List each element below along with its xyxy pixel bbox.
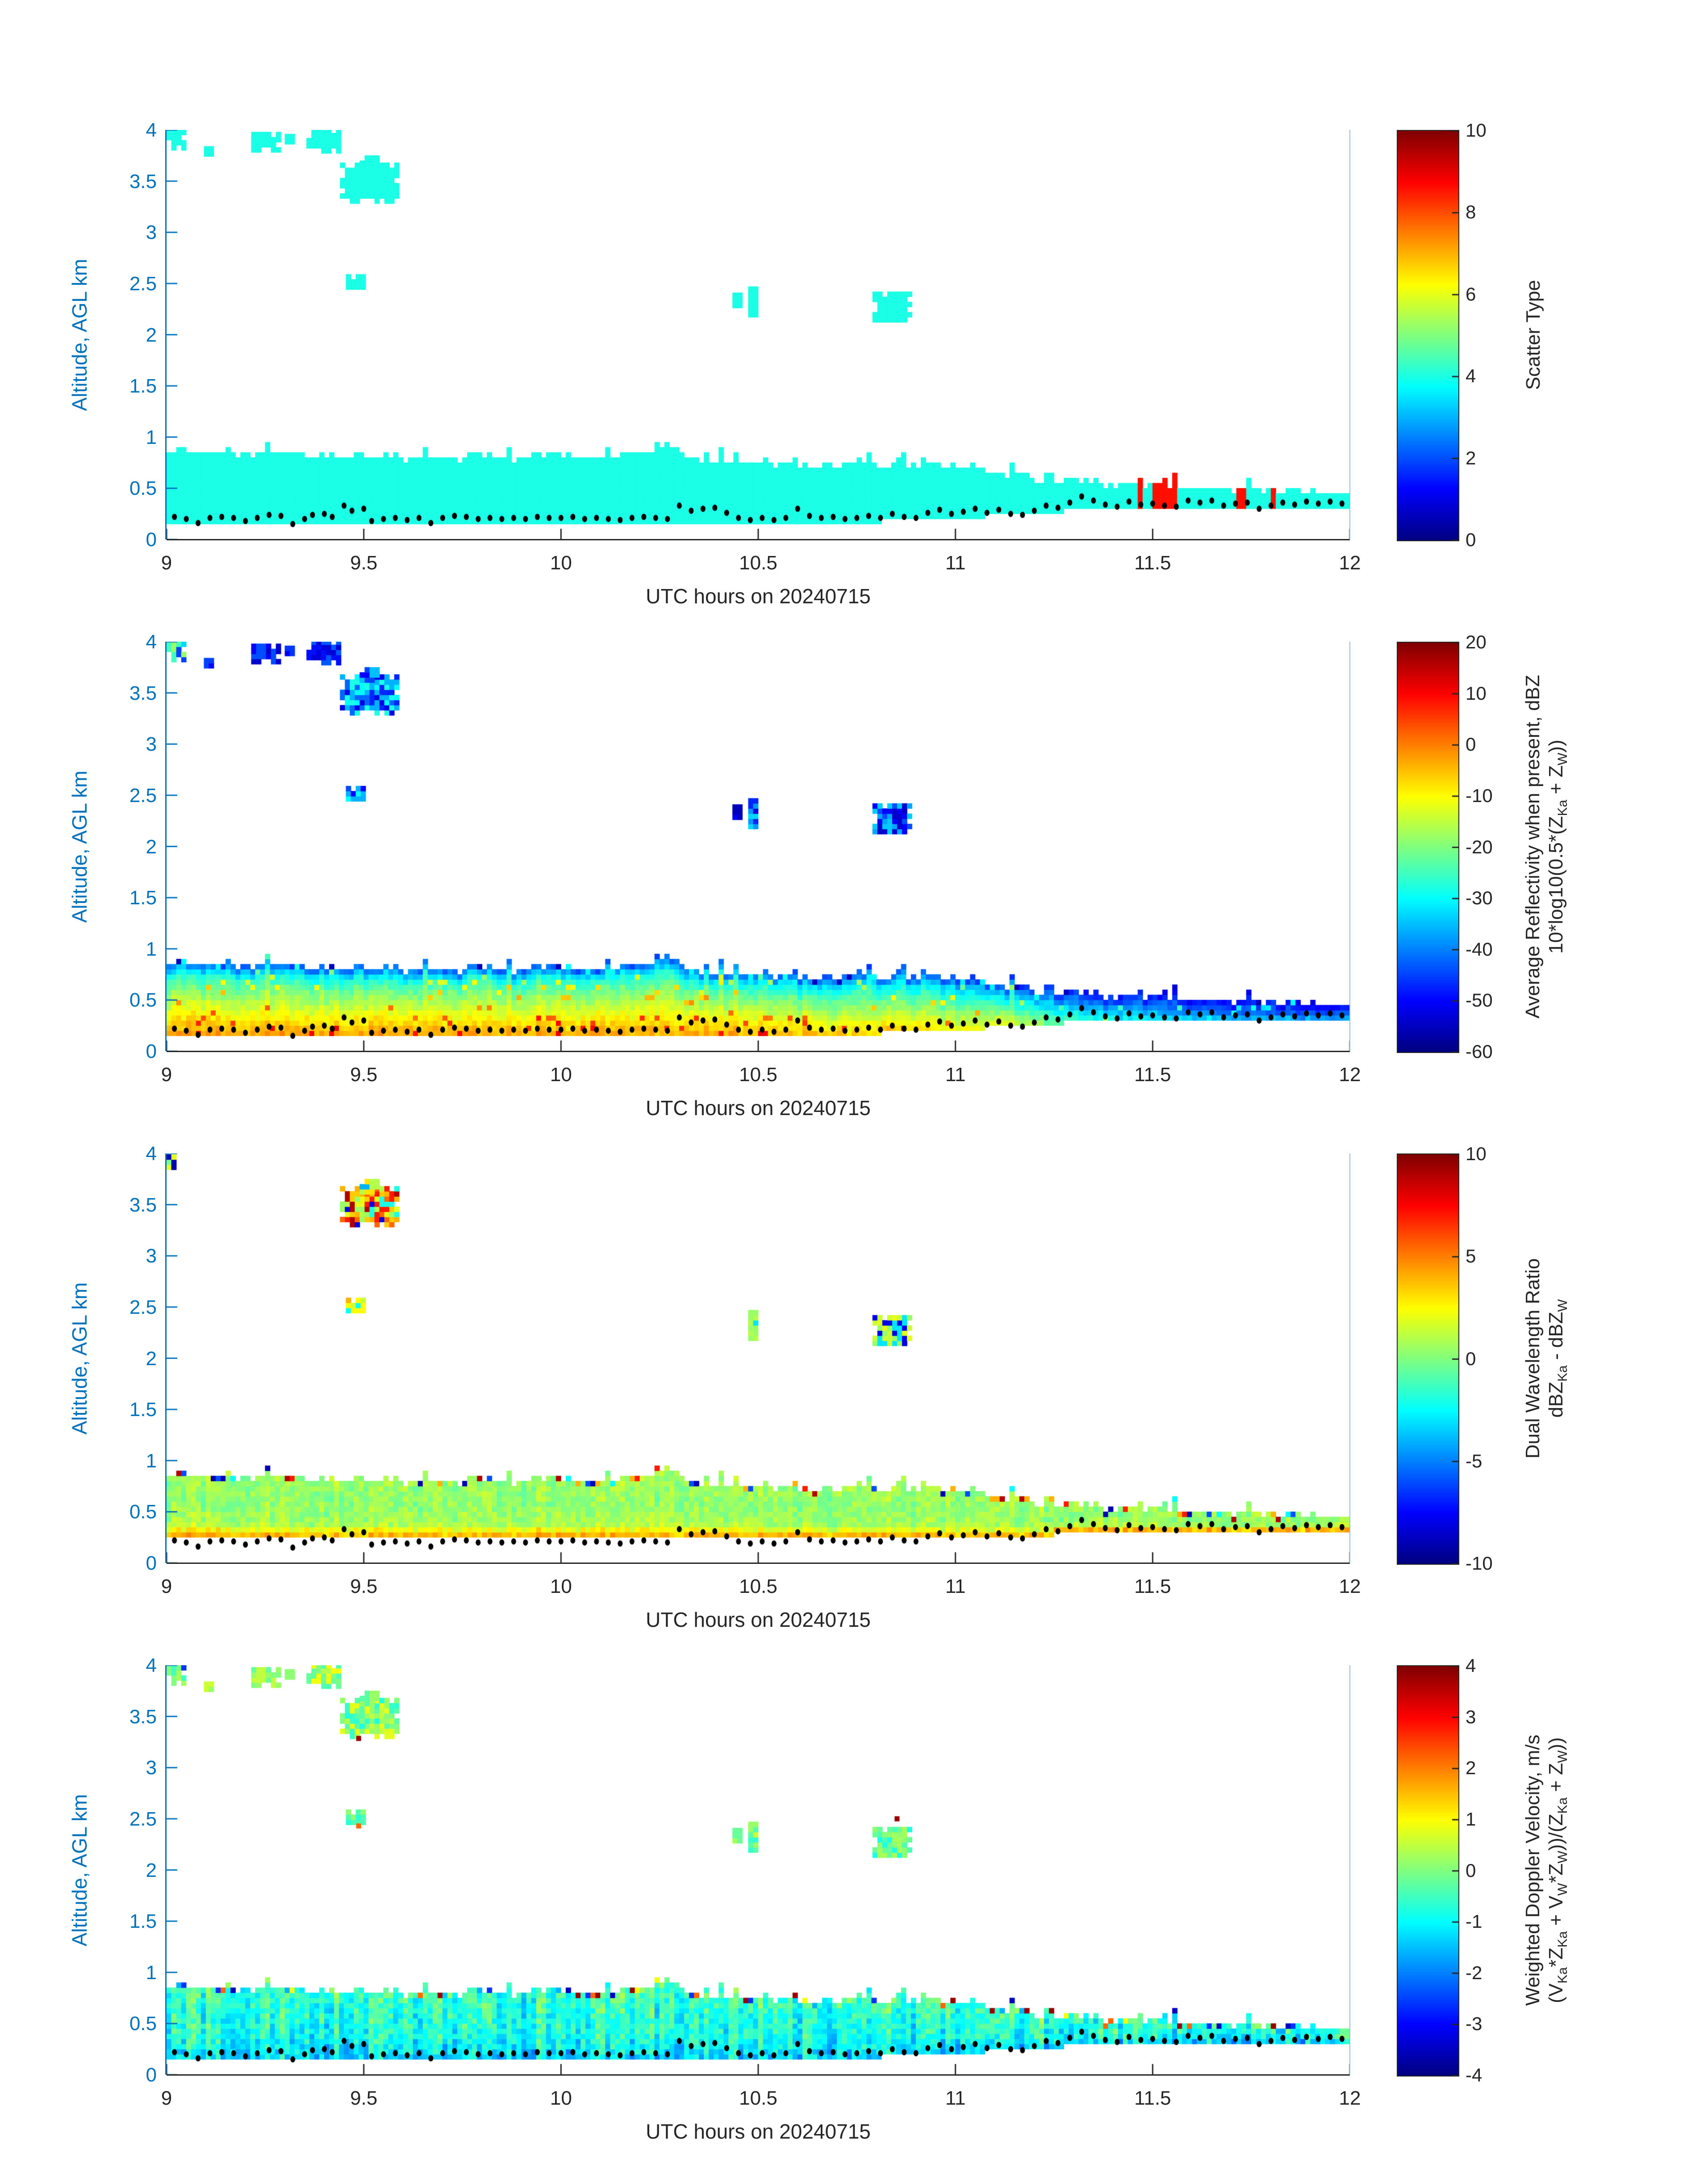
- x-tick-label: 9: [161, 552, 172, 574]
- colorbar-label-line: dBZ$_{Ka}$ - dBZ$_W$: [1545, 1299, 1570, 1418]
- y-tick-label: 1.5: [129, 1399, 157, 1421]
- x-tick-label: 11.5: [1134, 552, 1171, 574]
- y-tick-label: 3: [146, 733, 157, 756]
- colorbar-canvas: [1397, 1665, 1459, 2077]
- colorbar-tick-label: 4: [1466, 1655, 1476, 1676]
- x-tick-label: 11.5: [1134, 2087, 1171, 2109]
- colorbar-tick-label: -60: [1466, 1041, 1493, 1062]
- colorbar-label-line: Weighted Doppler Velocity, m/s: [1522, 1734, 1544, 2006]
- y-tick-label: 3: [146, 1245, 157, 1267]
- y-axis-line: [165, 1153, 167, 1563]
- y-tick-label: 4: [146, 1655, 157, 1676]
- y-tick-label: 2: [146, 836, 157, 858]
- x-tick-label: 11: [945, 2087, 966, 2109]
- y-tick-label: 1.5: [129, 375, 157, 397]
- y-tick-label: 0.5: [129, 477, 157, 500]
- y-tick-label: 0: [146, 2064, 157, 2086]
- y-tick-label: 2: [146, 1347, 157, 1370]
- colorbar-label-line: $10*\log 10(0.5*(Z_{Ka} + Z_W))$: [1545, 739, 1570, 954]
- x-tick-label: 12: [1339, 552, 1361, 574]
- colorbar-tick-label: 2: [1466, 447, 1476, 468]
- colorbar-label-line: Dual Wavelength Ratio: [1522, 1258, 1544, 1458]
- y-tick-label: 2.5: [129, 272, 157, 295]
- colorbar-label-line: Average Reflectivity when present, dBZ: [1522, 674, 1544, 1019]
- x-tick-label: 12: [1339, 2087, 1361, 2109]
- y-tick-label: 3: [146, 221, 157, 244]
- y-tick-label: 3.5: [129, 170, 157, 192]
- y-axis-line: [165, 130, 167, 539]
- x-axis-label: UTC hours on 20240715: [646, 2120, 871, 2143]
- plot-box-right-line: [1349, 130, 1350, 539]
- colorbar-canvas: [1397, 1153, 1459, 1565]
- y-tick-label: 2.5: [129, 1296, 157, 1318]
- x-tick-label: 9: [161, 2087, 172, 2109]
- plot-box-right-line: [1349, 1153, 1350, 1563]
- y-tick-label: 0: [146, 529, 157, 551]
- colorbar-tick-label: 10: [1466, 1143, 1487, 1164]
- y-axis-label: Altitude, AGL km: [68, 1794, 91, 1946]
- y-tick-label: 4: [146, 1143, 157, 1165]
- x-axis-line: [167, 539, 1350, 540]
- x-tick-label: 10: [550, 1064, 572, 1086]
- colorbar-tick-label: 20: [1466, 631, 1487, 652]
- y-tick-label: 2: [146, 1859, 157, 1881]
- x-tick-label: 11: [945, 1575, 966, 1597]
- x-axis-line: [167, 1051, 1350, 1052]
- colorbar-tick-label: 0: [1466, 1859, 1476, 1881]
- colorbar-tick-label: 0: [1466, 529, 1476, 550]
- x-tick-label: 10: [550, 1575, 572, 1597]
- y-tick-label: 0.5: [129, 989, 157, 1011]
- colorbar-label-line: Scatter Type: [1522, 280, 1545, 390]
- colorbar-canvas: [1397, 642, 1459, 1053]
- x-tick-label: 10.5: [739, 1064, 777, 1086]
- x-tick-label: 10: [550, 552, 572, 574]
- x-tick-label: 9.5: [350, 552, 378, 574]
- x-axis-label: UTC hours on 20240715: [646, 1096, 871, 1120]
- y-axis-label: Altitude, AGL km: [68, 1282, 91, 1434]
- x-tick-label: 9.5: [350, 1064, 378, 1086]
- x-tick-label: 11: [945, 1064, 966, 1086]
- colorbar-label-line: $(V_{Ka}*Z_{Ka} + V_W*Z_W))/(Z_{Ka} + Z_W)$): [1545, 1737, 1570, 2003]
- colorbar-tick-label: -10: [1466, 785, 1493, 806]
- colorbar-tick-label: -1: [1466, 1911, 1482, 1932]
- y-tick-label: 3.5: [129, 1194, 157, 1216]
- colorbar-canvas: [1397, 130, 1459, 541]
- x-tick-label: 9: [161, 1064, 172, 1086]
- y-tick-label: 1: [146, 426, 157, 448]
- y-tick-label: 3.5: [129, 682, 157, 704]
- colorbar-tick-label: -3: [1466, 2013, 1482, 2035]
- x-tick-label: 10: [550, 2087, 572, 2109]
- colorbar-tick-label: -5: [1466, 1450, 1482, 1471]
- heatmap-canvas: [167, 642, 1350, 1051]
- y-tick-label: 3: [146, 1757, 157, 1779]
- y-tick-label: 1.5: [129, 1910, 157, 1933]
- colorbar-tick-label: -10: [1466, 1553, 1493, 1574]
- y-tick-label: 1: [146, 1961, 157, 1984]
- x-axis-label: UTC hours on 20240715: [646, 585, 871, 608]
- y-tick-label: 0.5: [129, 1501, 157, 1523]
- y-axis-line: [165, 642, 167, 1051]
- colorbar-tick-label: 0: [1466, 734, 1476, 755]
- y-axis-label: Altitude, AGL km: [68, 770, 91, 923]
- x-tick-label: 11.5: [1134, 1575, 1171, 1597]
- y-tick-label: 1.5: [129, 887, 157, 909]
- x-tick-label: 10.5: [739, 1575, 777, 1597]
- colorbar-tick-label: -2: [1466, 1962, 1482, 1983]
- y-tick-label: 1: [146, 1450, 157, 1472]
- x-tick-label: 10.5: [739, 552, 777, 574]
- y-tick-label: 0.5: [129, 2013, 157, 2035]
- colorbar-tick-label: 0: [1466, 1348, 1476, 1369]
- colorbar-tick-label: -20: [1466, 836, 1493, 857]
- y-tick-label: 4: [146, 631, 157, 653]
- heatmap-canvas: [167, 130, 1350, 539]
- plot-box-right-line: [1349, 642, 1350, 1051]
- y-tick-label: 0: [146, 1552, 157, 1574]
- colorbar-tick-label: 10: [1466, 682, 1487, 704]
- colorbar-tick-label: 4: [1466, 365, 1476, 387]
- x-tick-label: 11: [945, 552, 966, 574]
- colorbar-tick-label: 10: [1466, 120, 1487, 141]
- x-tick-label: 12: [1339, 1064, 1361, 1086]
- y-tick-label: 1: [146, 938, 157, 960]
- y-tick-label: 2.5: [129, 784, 157, 806]
- colorbar-tick-label: -4: [1466, 2064, 1482, 2085]
- x-axis-line: [167, 1563, 1350, 1564]
- colorbar-tick-label: 6: [1466, 283, 1476, 305]
- x-tick-label: 11.5: [1134, 1064, 1171, 1086]
- x-tick-label: 10.5: [739, 2087, 777, 2109]
- colorbar-tick-label: 8: [1466, 201, 1476, 223]
- y-tick-label: 0: [146, 1040, 157, 1062]
- y-tick-label: 2: [146, 324, 157, 346]
- y-axis-line: [165, 1665, 167, 2075]
- colorbar-tick-label: -40: [1466, 938, 1493, 960]
- colorbar-tick-label: 3: [1466, 1706, 1476, 1727]
- colorbar-tick-label: -30: [1466, 887, 1493, 909]
- x-axis-line: [167, 2074, 1350, 2076]
- colorbar-tick-label: 1: [1466, 1808, 1476, 1830]
- y-axis-label: Altitude, AGL km: [68, 259, 91, 411]
- y-tick-label: 3.5: [129, 1705, 157, 1728]
- x-tick-label: 12: [1339, 1575, 1361, 1597]
- x-tick-label: 9.5: [350, 1575, 378, 1597]
- heatmap-canvas: [167, 1665, 1350, 2075]
- y-tick-label: 4: [146, 119, 157, 141]
- plot-box-right-line: [1349, 1665, 1350, 2075]
- colorbar-tick-label: 5: [1466, 1245, 1476, 1267]
- x-axis-label: UTC hours on 20240715: [646, 1608, 871, 1631]
- colorbar-tick-label: 2: [1466, 1757, 1476, 1779]
- heatmap-canvas: [167, 1153, 1350, 1563]
- y-tick-label: 2.5: [129, 1808, 157, 1830]
- x-tick-label: 9: [161, 1575, 172, 1597]
- colorbar-tick-label: -50: [1466, 990, 1493, 1011]
- x-tick-label: 9.5: [350, 2087, 378, 2109]
